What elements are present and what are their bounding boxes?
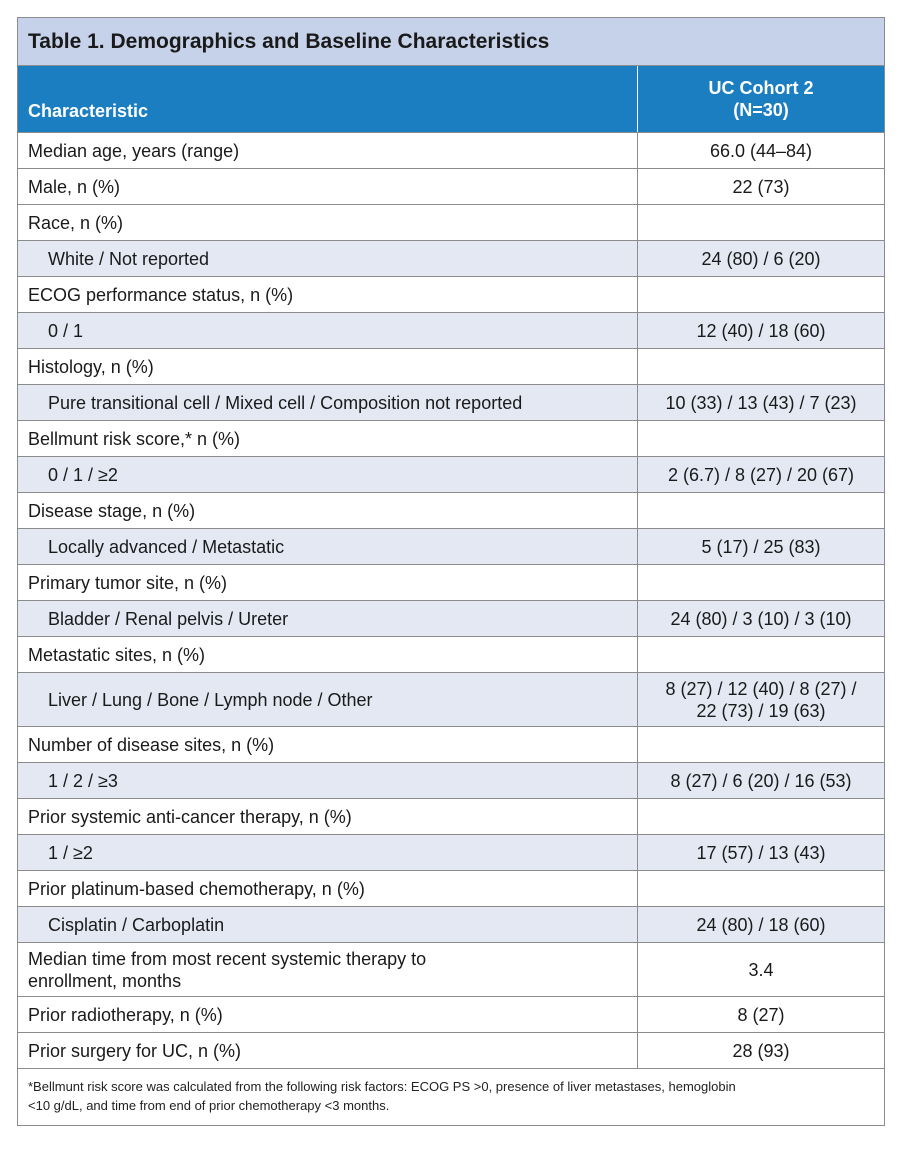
row-value: 8 (27) / 6 (20) / 16 (53) bbox=[670, 770, 852, 791]
table-row bbox=[18, 168, 884, 204]
table-row bbox=[18, 636, 884, 672]
table-row bbox=[18, 204, 884, 240]
table-subrow bbox=[18, 906, 884, 942]
row-value bbox=[638, 349, 884, 384]
row-label: Liver / Lung / Bone / Lymph node / Other bbox=[18, 673, 638, 726]
header-cohort-name: UC Cohort 2 bbox=[708, 78, 814, 98]
table-row bbox=[18, 132, 884, 168]
row-value: 24 (80) / 18 (60) bbox=[696, 914, 826, 935]
row-value: 10 (33) / 13 (43) / 7 (23) bbox=[665, 392, 857, 413]
row-value-line: 22 (73) / 19 (63) bbox=[696, 700, 826, 721]
row-value bbox=[638, 799, 884, 834]
row-value: 22 (73) bbox=[732, 176, 790, 197]
row-value bbox=[638, 277, 884, 312]
row-value: 12 (40) / 18 (60) bbox=[696, 320, 826, 341]
row-label-line: enrollment, months bbox=[28, 970, 182, 991]
row-label-line: Median time from most recent systemic therapy to bbox=[28, 948, 427, 969]
table-subrow bbox=[18, 600, 884, 636]
row-value bbox=[638, 637, 884, 672]
row-value: 24 (80) / 6 (20) bbox=[701, 248, 821, 269]
row-value bbox=[638, 673, 884, 726]
row-value bbox=[638, 205, 884, 240]
table-row bbox=[18, 492, 884, 528]
row-label bbox=[18, 943, 638, 996]
row-value: 17 (57) / 13 (43) bbox=[696, 842, 826, 863]
table-subrow bbox=[18, 672, 884, 726]
row-value: 28 (93) bbox=[732, 1040, 790, 1061]
demographics-table bbox=[17, 17, 885, 1126]
table-row bbox=[18, 870, 884, 906]
table-subrow bbox=[18, 312, 884, 348]
table-footnote bbox=[18, 1068, 884, 1125]
row-label: Number of disease sites, n (%) bbox=[18, 727, 638, 762]
row-value: 3.4 bbox=[748, 959, 774, 980]
row-label: 0 / 1 bbox=[18, 313, 638, 348]
row-label: Bladder / Renal pelvis / Ureter bbox=[18, 601, 638, 636]
row-label: 1 / ≥2 bbox=[18, 835, 638, 870]
row-label: Prior surgery for UC, n (%) bbox=[18, 1033, 638, 1068]
row-label: Pure transitional cell / Mixed cell / Composition not reported bbox=[18, 385, 638, 420]
table-title: Table 1. Demographics and Baseline Characteristics bbox=[18, 18, 884, 66]
row-label: Male, n (%) bbox=[18, 169, 638, 204]
table-subrow bbox=[18, 834, 884, 870]
table-row bbox=[18, 348, 884, 384]
row-label: 1 / 2 / ≥3 bbox=[18, 763, 638, 798]
row-value: 8 (27) bbox=[737, 1004, 785, 1025]
row-label: White / Not reported bbox=[18, 241, 638, 276]
table-subrow bbox=[18, 240, 884, 276]
row-label: Race, n (%) bbox=[18, 205, 638, 240]
row-label: Locally advanced / Metastatic bbox=[18, 529, 638, 564]
header-characteristic: Characteristic bbox=[18, 66, 638, 132]
row-label: Prior systemic anti-cancer therapy, n (%) bbox=[18, 799, 638, 834]
table-row bbox=[18, 276, 884, 312]
row-value: 66.0 (44–84) bbox=[709, 140, 813, 161]
row-value bbox=[638, 871, 884, 906]
row-label: Bellmunt risk score,* n (%) bbox=[18, 421, 638, 456]
row-label: 0 / 1 / ≥2 bbox=[18, 457, 638, 492]
row-value bbox=[638, 565, 884, 600]
row-value bbox=[638, 493, 884, 528]
table-subrow bbox=[18, 528, 884, 564]
row-value bbox=[638, 421, 884, 456]
row-value: 2 (6.7) / 8 (27) / 20 (67) bbox=[667, 464, 855, 485]
row-label: ECOG performance status, n (%) bbox=[18, 277, 638, 312]
row-label: Cisplatin / Carboplatin bbox=[18, 907, 638, 942]
row-value-line: 8 (27) / 12 (40) / 8 (27) / bbox=[665, 678, 857, 699]
table-row bbox=[18, 1032, 884, 1068]
header-cohort bbox=[638, 66, 884, 132]
table-header-row bbox=[18, 66, 884, 132]
header-cohort-n: (N=30) bbox=[733, 100, 789, 120]
table-subrow bbox=[18, 384, 884, 420]
table-subrow bbox=[18, 762, 884, 798]
row-value bbox=[638, 727, 884, 762]
table-row bbox=[18, 942, 884, 996]
row-label: Histology, n (%) bbox=[18, 349, 638, 384]
table-row bbox=[18, 798, 884, 834]
footnote-line: <10 g/dL, and time from end of prior chemotherapy <3 months. bbox=[28, 1098, 390, 1113]
row-label: Prior platinum-based chemotherapy, n (%) bbox=[18, 871, 638, 906]
row-label: Metastatic sites, n (%) bbox=[18, 637, 638, 672]
row-label: Disease stage, n (%) bbox=[18, 493, 638, 528]
table-row bbox=[18, 420, 884, 456]
table-row bbox=[18, 726, 884, 762]
table-subrow bbox=[18, 456, 884, 492]
row-label: Primary tumor site, n (%) bbox=[18, 565, 638, 600]
footnote-line: *Bellmunt risk score was calculated from the following risk factors: ECOG PS >0, presence of liver metastases, hemoglobin bbox=[28, 1079, 736, 1094]
row-value: 24 (80) / 3 (10) / 3 (10) bbox=[670, 608, 852, 629]
table-row bbox=[18, 564, 884, 600]
row-label: Prior radiotherapy, n (%) bbox=[18, 997, 638, 1032]
row-value: 5 (17) / 25 (83) bbox=[701, 536, 821, 557]
row-label: Median age, years (range) bbox=[18, 133, 638, 168]
table-row bbox=[18, 996, 884, 1032]
